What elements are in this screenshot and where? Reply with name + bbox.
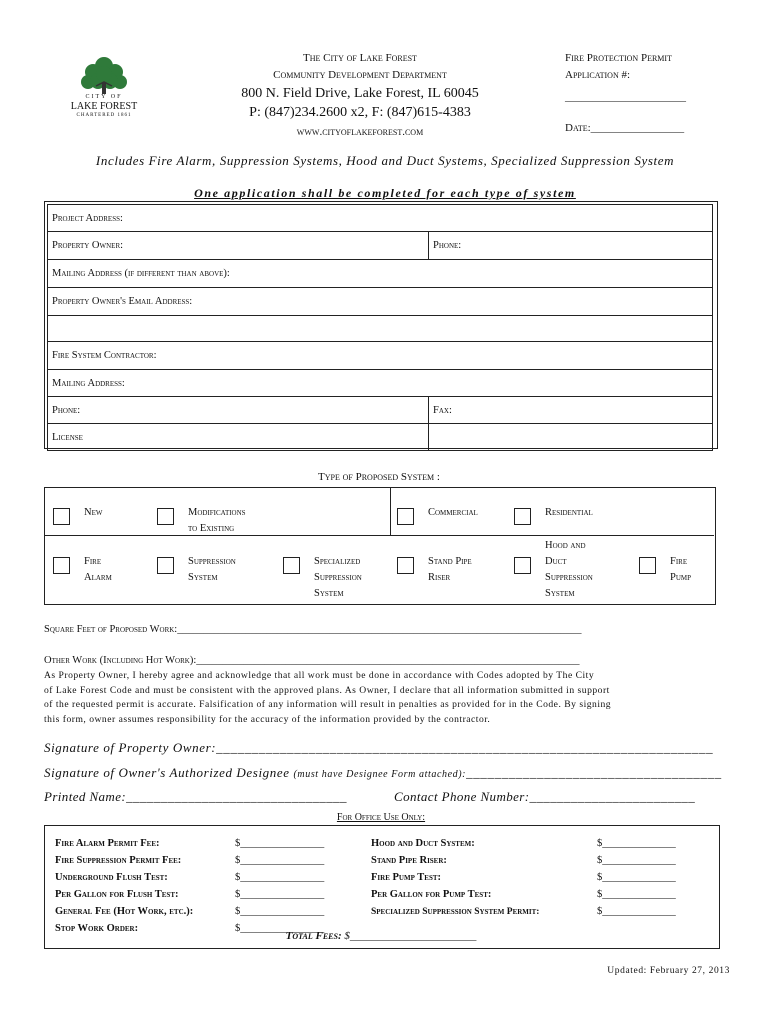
fee-input[interactable]: $______________	[597, 889, 676, 900]
residential-checkbox[interactable]	[514, 508, 531, 525]
square-feet-field[interactable]: Square Feet of Proposed Work:_____________________________________________________________________________	[44, 624, 582, 635]
total-fees-field[interactable]: $_______________________	[344, 930, 477, 942]
owner-email-continued[interactable]	[48, 316, 713, 342]
contractor-fax-field[interactable]: Fax:	[429, 397, 713, 424]
printed-name-field[interactable]: Printed Name:________________________________	[44, 789, 347, 804]
modifications-label: Modifications to Existing	[188, 507, 246, 534]
fee-input[interactable]: $______________	[597, 906, 676, 917]
city-name: The City of Lake Forest	[303, 52, 417, 64]
new-label: New	[84, 507, 103, 518]
phone-fax: P: (847)234.2600 x2, F: (847)615-4383	[249, 105, 471, 120]
logo-text-bot: CHARTERED 1861	[76, 113, 132, 118]
date-field[interactable]: _________________	[590, 122, 685, 134]
fee-row: Fire Suppression Permit Fee: $________________	[55, 855, 325, 866]
suppression-system-checkbox[interactable]	[157, 557, 174, 574]
hood-duct-label: Hood and Duct Suppression System	[545, 540, 593, 599]
logo-text-mid: LAKE FOREST	[70, 101, 138, 112]
logo-text-top: CITY OF	[85, 94, 123, 100]
project-address-field[interactable]: Project Address:	[48, 205, 713, 232]
contractor-mailing-field[interactable]: Mailing Address:	[48, 370, 713, 397]
fee-list-right	[371, 833, 716, 918]
property-owner-field[interactable]: Property Owner:	[48, 232, 429, 260]
fire-pump-checkbox[interactable]	[639, 557, 656, 574]
designee-signature-field[interactable]: Signature of Owner's Authorized Designee (must have Designee Form attached):____________________________________	[44, 765, 722, 780]
owner-declaration: As Property Owner, I hereby agree and acknowledge that all work must be done in accordance with Codes adopted by The City of Lake Forest Code and must be consistent with the approved plans. As Owner, I declare that all information submitted in support of the requested permit is accurate. Falsification of any information will result in penalties as provided for in the Code. By signing this form, owner assumes responsibility for the accuracy of the information provided by the contractor.	[44, 670, 612, 725]
department-header	[210, 50, 510, 141]
fee-input[interactable]: $________________	[235, 923, 325, 934]
application-label: Application #:	[565, 69, 631, 81]
mailing-address-field[interactable]: Mailing Address (if different than above):	[48, 260, 713, 288]
fee-row: Per Gallon for Pump Test: $______________	[371, 889, 676, 900]
fee-input[interactable]: $______________	[597, 872, 676, 883]
one-application-notice: One application shall be completed for each type of system	[194, 186, 576, 200]
fire-alarm-label: Fire Alarm	[84, 556, 112, 583]
fee-row: Specialized Suppression System Permit: $______________	[371, 906, 676, 917]
contractor-phone-field[interactable]: Phone:	[48, 397, 429, 424]
permit-info	[565, 50, 735, 137]
system-type-box	[44, 487, 716, 605]
fee-row: Fire Pump Test: $______________	[371, 872, 676, 883]
project-info-table	[47, 204, 713, 451]
fire-system-contractor-field[interactable]: Fire System Contractor:	[48, 342, 713, 370]
specialized-suppression-checkbox[interactable]	[283, 557, 300, 574]
permit-title: Fire Protection Permit	[565, 52, 672, 64]
office-use-title: For Office Use Only:	[336, 812, 426, 823]
updated-date: Updated: February 27, 2013	[607, 966, 730, 976]
fire-pump-label: Fire Pump	[670, 556, 692, 583]
other-work-field[interactable]: Other Work (Including Hot Work):_________________________________________________________________________	[44, 655, 580, 666]
commercial-checkbox[interactable]	[397, 508, 414, 525]
contact-phone-field[interactable]: Contact Phone Number:________________________	[394, 789, 696, 804]
system-divider-horizontal	[44, 535, 714, 536]
fee-input[interactable]: $______________	[597, 838, 676, 849]
date-label: Date:	[565, 122, 591, 134]
hood-duct-checkbox[interactable]	[514, 557, 531, 574]
new-checkbox[interactable]	[53, 508, 70, 525]
fee-row: General Fee (Hot Work, etc.): $________________	[55, 906, 325, 917]
fee-input[interactable]: $________________	[235, 906, 325, 917]
commercial-label: Commercial	[428, 507, 478, 518]
system-divider-vertical	[390, 487, 391, 535]
modifications-checkbox[interactable]	[157, 508, 174, 525]
city-logo	[70, 52, 138, 128]
address: 800 N. Field Drive, Lake Forest, IL 60045	[241, 86, 479, 101]
website: www.cityoflakeforest.com	[296, 126, 424, 138]
fee-input[interactable]: $________________	[235, 855, 325, 866]
includes-text: Includes Fire Alarm, Suppression Systems, Hood and Duct Systems, Specialized Suppression System	[95, 153, 675, 168]
fee-row: Per Gallon for Flush Test: $________________	[55, 889, 325, 900]
system-type-title: Type of Proposed System :	[318, 471, 440, 483]
stand-pipe-riser-checkbox[interactable]	[397, 557, 414, 574]
application-number-field[interactable]: ______________________	[565, 91, 686, 103]
owner-email-field[interactable]: Property Owner's Email Address:	[48, 288, 713, 316]
stand-pipe-riser-label: Stand Pipe Riser	[428, 556, 472, 583]
total-fees-row	[44, 930, 718, 942]
department-name: Community Development Department	[273, 69, 447, 81]
fire-alarm-checkbox[interactable]	[53, 557, 70, 574]
fee-row: Fire Alarm Permit Fee: $________________	[55, 838, 325, 849]
owner-signature-field[interactable]: Signature of Property Owner:______________________________________________________________________	[44, 740, 714, 755]
fee-row: Hood and Duct System: $______________	[371, 838, 676, 849]
license-field[interactable]: License	[48, 424, 429, 451]
owner-phone-field[interactable]: Phone:	[429, 232, 713, 260]
specialized-suppression-label: Specialized Suppression System	[314, 556, 362, 599]
suppression-system-label: Suppression System	[188, 556, 236, 583]
fee-list-left	[55, 833, 375, 935]
residential-label: Residential	[545, 507, 593, 518]
license-blank[interactable]	[429, 424, 713, 451]
fee-input[interactable]: $______________	[597, 855, 676, 866]
fee-input[interactable]: $________________	[235, 872, 325, 883]
fee-input[interactable]: $________________	[235, 889, 325, 900]
total-fees-label: Total Fees:	[285, 930, 342, 942]
fee-input[interactable]: $________________	[235, 838, 325, 849]
fee-row: Stop Work Order: $________________	[55, 923, 325, 934]
fee-row: Stand Pipe Riser: $______________	[371, 855, 676, 866]
fee-row: Underground Flush Test: $________________	[55, 872, 325, 883]
